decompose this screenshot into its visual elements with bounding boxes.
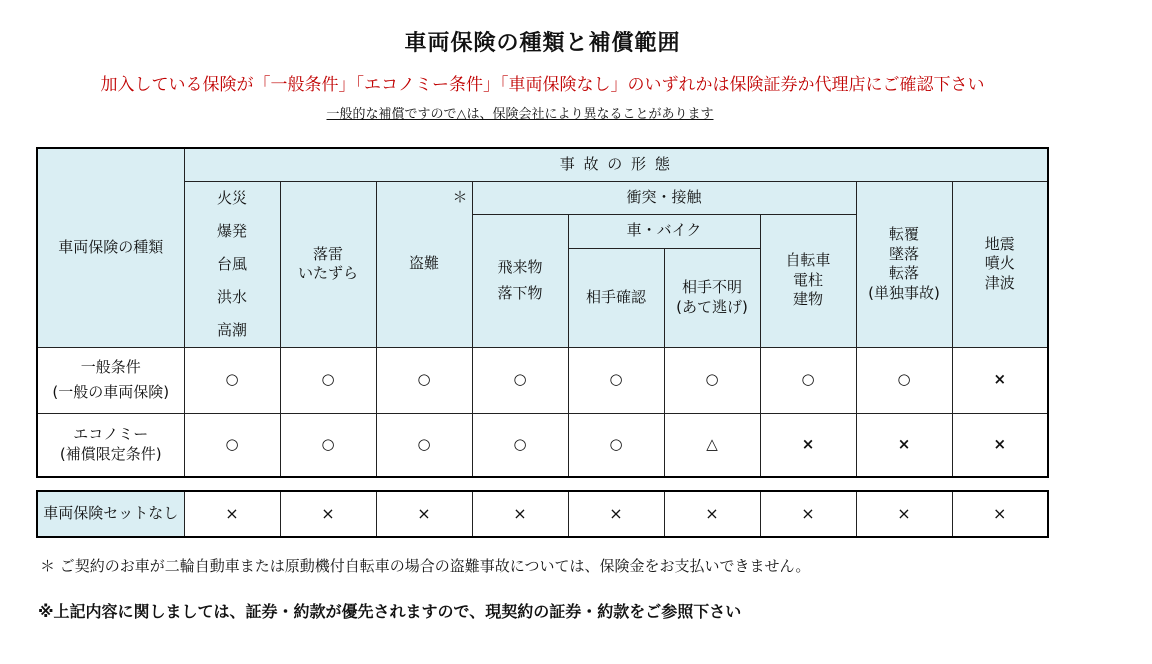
col-rollover: 転覆 墜落 転落 (単独事故) (856, 181, 952, 347)
col-unknown: 相手不明 (あて逃げ) (664, 248, 760, 347)
theft-asterisk: ＊ (452, 187, 468, 206)
table-row: 一般条件 (一般の車両保険) ○ ○ ○ ○ ○ ○ ○ ○ × (37, 347, 1048, 413)
no-coverage-table (36, 490, 1049, 538)
coverage-table (36, 147, 1049, 478)
col-disaster: 火災 爆発 台風 洪水 高潮 (184, 181, 280, 347)
subtitle-notice: 加入している保険が「一般条件」「エコノミー条件」「車両保険なし」のいずれかは保険証券か代理店にご確認下さい (100, 75, 985, 95)
row-label-general: 一般条件 (一般の車両保険) (37, 347, 184, 413)
insurance-type-header: 車両保険の種類 (37, 148, 184, 347)
accident-type-header: 事 故 の 形 態 (184, 148, 1048, 181)
col-lightning: 落雷 いたずら (280, 181, 376, 347)
row-label-none: 車両保険セットなし (37, 491, 184, 537)
theft-footnote: ＊ ご契約のお車が二輪自動車または原動機付自転車の場合の盗難事故については、保険金をお支払いできません。 (40, 557, 811, 575)
col-theft: ＊ 盗難 (376, 181, 472, 347)
table-row: エコノミー (補償限定条件) ○ ○ ○ ○ ○ △ × × × (37, 413, 1048, 477)
row-label-economy: エコノミー (補償限定条件) (37, 413, 184, 477)
col-flying: 飛来物 落下物 (472, 214, 568, 347)
col-confirmed: 相手確認 (568, 248, 664, 347)
car-bike-header: 車・バイク (568, 214, 760, 248)
col-earthquake: 地震 噴火 津波 (952, 181, 1048, 347)
triangle-note: 一般的な補償ですので△は、保険会社により異なることがあります (326, 107, 714, 122)
collision-header: 衝突・接触 (472, 181, 856, 214)
table-row: 車両保険セットなし × × × × × × × × × (37, 491, 1048, 537)
page-title: 車両保険の種類と補償範囲 (404, 31, 681, 56)
final-note: ※上記内容に関しましては、証券・約款が優先されますので、現契約の証券・約款をご参照下さい (38, 602, 742, 621)
col-bicycle: 自転車 電柱 建物 (760, 214, 856, 347)
